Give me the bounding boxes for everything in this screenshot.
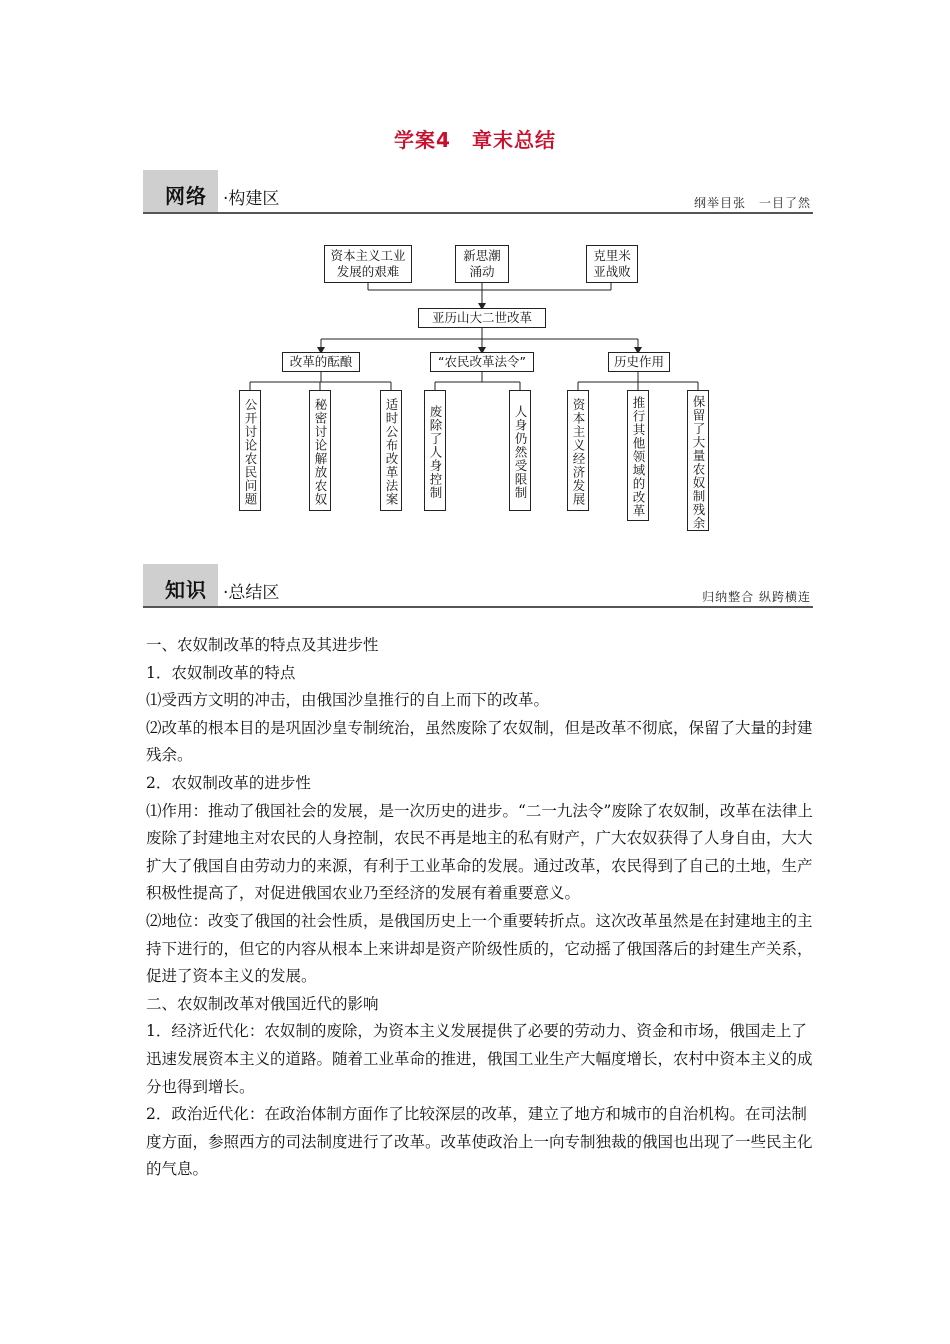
paragraph: 2．政治近代化：在政治体制方面作了比较深层的改革，建立了地方和城市的自治机构。在司法制度方面，参照西方的司法制度进行了改革。改革使政治上一向专制独裁的俄国也出现了一些民主化的气息。 <box>146 1105 813 1179</box>
diagram-leaf-box: 资本主义经济发展 <box>567 390 589 511</box>
section-tab-label: 网络 <box>165 184 207 208</box>
section-header-knowledge <box>143 564 813 608</box>
diagram-leaf-box: 人身仍然受限制 <box>509 390 531 511</box>
subheading: 1．农奴制改革的特点 <box>146 663 296 682</box>
subheading: 2．农奴制改革的进步性 <box>146 773 311 792</box>
diagram-leaf-box: 推行其他领域的改革 <box>627 390 649 521</box>
section-rule <box>143 212 813 214</box>
section-sub-label: ·总结区 <box>223 583 280 603</box>
diagram-cause-box: 资本主义工业发展的艰难 <box>324 245 412 283</box>
section-sub-label: ·构建区 <box>223 189 280 209</box>
diagram-leaf-box: 保留了大量农奴制残余 <box>687 390 709 531</box>
diagram-cause-box: 克里米亚战败 <box>586 245 638 283</box>
diagram-leaf-box: 公开讨论农民问题 <box>239 390 261 511</box>
page-title: 学案4 章末总结 <box>394 128 556 152</box>
paragraph: ⑵改革的根本目的是巩固沙皇专制统治，虽然废除了农奴制，但是改革不彻底，保留了大量的封建残余。 <box>146 718 813 765</box>
section-heading: 一、农奴制改革的特点及其进步性 <box>146 636 379 654</box>
diagram-leaf-box: 秘密讨论解放农奴 <box>309 390 331 511</box>
section-heading: 二、农奴制改革对俄国近代的影响 <box>146 994 379 1013</box>
diagram-branch-box: 改革的酝酿 <box>282 352 360 372</box>
section-header-network <box>143 170 813 214</box>
paragraph: ⑴受西方文明的冲击，由俄国沙皇推行的自上而下的改革。 <box>146 691 550 710</box>
diagram-branch-box: 历史作用 <box>608 352 670 372</box>
section-slogan: 纲举目张 一目了然 <box>693 196 811 210</box>
diagram-branch-box: “农民改革法令” <box>430 352 534 372</box>
section-tab-label: 知识 <box>165 578 207 602</box>
diagram-cause-box: 新思潮涌动 <box>455 245 509 283</box>
diagram-center-box: 亚历山大二世改革 <box>418 308 546 328</box>
paragraph: ⑵地位：改变了俄国的社会性质，是俄国历史上一个重要转折点。这次改革虽然是在封建地主的主持下进行的，但它的内容从根本上来讲却是资产阶级性质的，它动摇了俄国落后的封建生产关系，促进了资本主义的发展。 <box>146 911 813 986</box>
summary-content <box>146 632 816 1184</box>
section-rule <box>143 606 813 608</box>
diagram-leaf-box: 废除了人身控制 <box>424 390 446 511</box>
paragraph: 1．经济近代化：农奴制的废除，为资本主义发展提供了必要的劳动力、资金和市场，俄国走上了迅速发展资本主义的道路。随着工业革命的推进，俄国工业生产大幅度增长，农村中资本主义的成分也得到增长。 <box>146 1022 813 1096</box>
section-slogan: 归纳整合 纵跨横连 <box>702 590 811 604</box>
diagram-leaf-box: 适时公布改革法案 <box>380 390 402 511</box>
paragraph: ⑴作用：推动了俄国社会的发展，是一次历史的进步。“二一九法令”废除了农奴制，改革在法律上废除了封建地主对农民的人身控制，农民不再是地主的私有财产，广大农奴获得了人身自由，大大扩大了俄国自由劳动力的来源，有利于工业革命的发展。通过改革，农民得到了自己的土地，生产积极性提高了，对促进俄国农业乃至经济的发展有着重要意义。 <box>146 801 813 903</box>
